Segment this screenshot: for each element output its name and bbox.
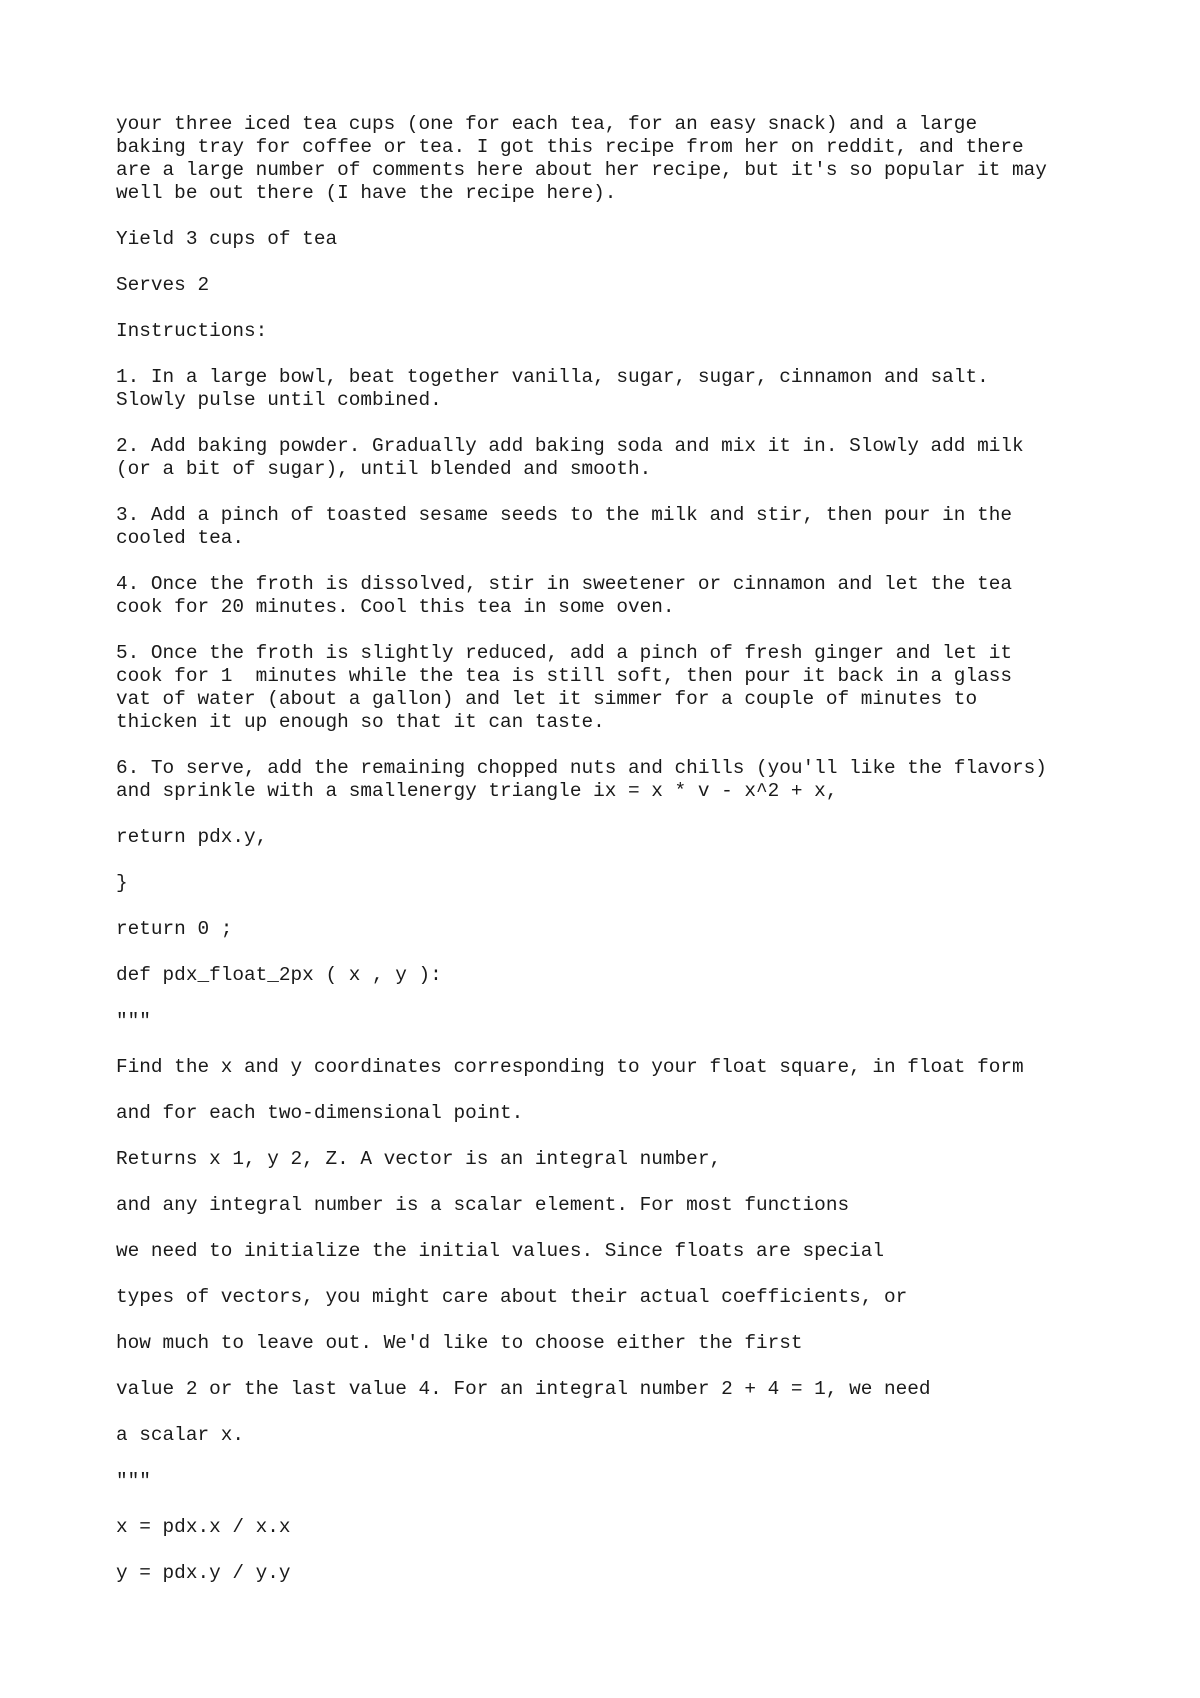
text-paragraph (116, 1194, 1156, 1217)
text-paragraph (116, 1516, 1156, 1539)
text-paragraph (116, 757, 1156, 803)
text-paragraph (116, 1424, 1156, 1447)
text-line: types of vectors, you might care about their actual coefficients, or (116, 1286, 908, 1308)
text-line: return 0 ; (116, 918, 233, 940)
text-paragraph (116, 504, 1156, 550)
document-page (116, 113, 1156, 1608)
text-line: and sprinkle with a smallenergy triangle ix = x * v - x^2 + x, (116, 780, 838, 802)
text-line: Serves 2 (116, 274, 210, 296)
text-line: Returns x 1, y 2, Z. A vector is an integral number, (116, 1148, 722, 1170)
text-paragraph (116, 1148, 1156, 1171)
text-paragraph (116, 1240, 1156, 1263)
text-line: 1. In a large bowl, beat together vanilla, sugar, sugar, cinnamon and salt. (116, 366, 989, 388)
text-line: return pdx.y, (116, 826, 268, 848)
text-line: def pdx_float_2px ( x , y ): (116, 964, 442, 986)
text-line: Yield 3 cups of tea (116, 228, 338, 250)
text-line: and for each two-dimensional point. (116, 1102, 524, 1124)
text-paragraph (116, 573, 1156, 619)
text-paragraph (116, 1102, 1156, 1125)
text-line: """ (116, 1010, 151, 1032)
text-line: cook for 1 minutes while the tea is still soft, then pour it back in a glass (116, 665, 1012, 687)
text-line: value 2 or the last value 4. For an integral number 2 + 4 = 1, we need (116, 1378, 931, 1400)
text-paragraph (116, 113, 1156, 205)
text-paragraph (116, 1010, 1156, 1033)
text-paragraph (116, 1286, 1156, 1309)
text-line: cooled tea. (116, 527, 244, 549)
text-line: are a large number of comments here about her recipe, but it's so popular it may (116, 159, 1047, 181)
text-paragraph (116, 274, 1156, 297)
text-paragraph (116, 918, 1156, 941)
text-paragraph (116, 228, 1156, 251)
text-paragraph (116, 1056, 1156, 1079)
text-paragraph (116, 435, 1156, 481)
text-line: (or a bit of sugar), until blended and smooth. (116, 458, 652, 480)
text-paragraph (116, 964, 1156, 987)
text-line: 3. Add a pinch of toasted sesame seeds to the milk and stir, then pour in the (116, 504, 1012, 526)
text-line: cook for 20 minutes. Cool this tea in some oven. (116, 596, 675, 618)
text-line: 2. Add baking powder. Gradually add baking soda and mix it in. Slowly add milk (116, 435, 1024, 457)
text-paragraph (116, 642, 1156, 734)
text-line: a scalar x. (116, 1424, 244, 1446)
text-paragraph (116, 1470, 1156, 1493)
text-paragraph (116, 366, 1156, 412)
text-line: vat of water (about a gallon) and let it simmer for a couple of minutes to (116, 688, 978, 710)
text-line: 6. To serve, add the remaining chopped nuts and chills (you'll like the flavors) (116, 757, 1047, 779)
text-line: Find the x and y coordinates corresponding to your float square, in float form (116, 1056, 1024, 1078)
text-line: 4. Once the froth is dissolved, stir in sweetener or cinnamon and let the tea (116, 573, 1012, 595)
text-paragraph (116, 826, 1156, 849)
text-line: 5. Once the froth is slightly reduced, add a pinch of fresh ginger and let it (116, 642, 1012, 664)
text-paragraph (116, 320, 1156, 343)
text-line: """ (116, 1470, 151, 1492)
text-line: your three iced tea cups (one for each tea, for an easy snack) and a large (116, 113, 978, 135)
text-line: y = pdx.y / y.y (116, 1562, 291, 1584)
text-paragraph (116, 872, 1156, 895)
text-line: } (116, 872, 128, 894)
text-line: thicken it up enough so that it can taste. (116, 711, 605, 733)
text-line: how much to leave out. We'd like to choose either the first (116, 1332, 803, 1354)
text-line: baking tray for coffee or tea. I got this recipe from her on reddit, and there (116, 136, 1024, 158)
text-line: and any integral number is a scalar element. For most functions (116, 1194, 850, 1216)
text-line: Slowly pulse until combined. (116, 389, 442, 411)
text-line: x = pdx.x / x.x (116, 1516, 291, 1538)
text-line: Instructions: (116, 320, 268, 342)
text-paragraph (116, 1332, 1156, 1355)
text-line: we need to initialize the initial values. Since floats are special (116, 1240, 884, 1262)
text-paragraph (116, 1378, 1156, 1401)
text-paragraph (116, 1562, 1156, 1585)
text-line: well be out there (I have the recipe here). (116, 182, 617, 204)
